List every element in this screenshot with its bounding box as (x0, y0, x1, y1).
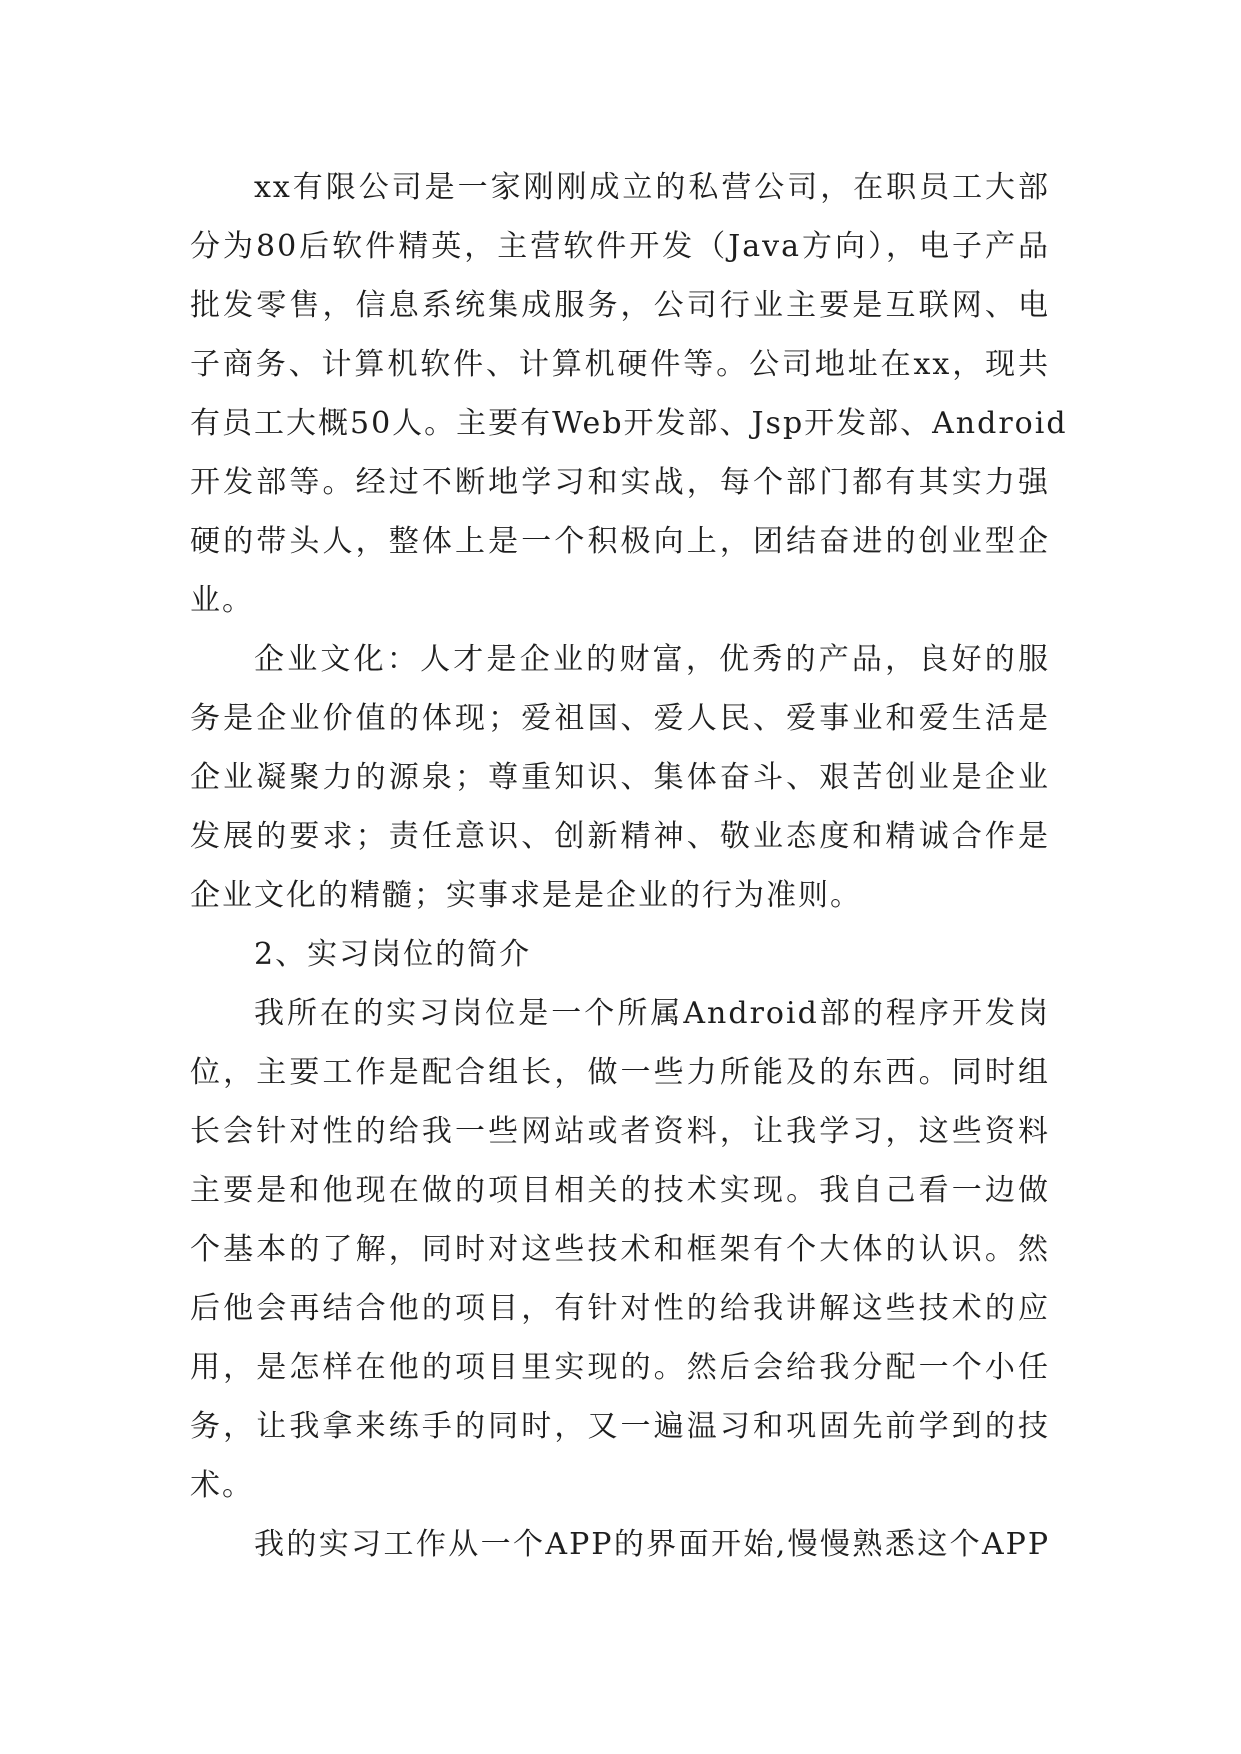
text-line: 有员工大概50人。主要有Web开发部、Jsp开发部、Android (190, 406, 1068, 441)
paragraph-position-description (190, 984, 1050, 1515)
text-line: 主要是和他现在做的项目相关的技术实现。我自己看一边做 (190, 1173, 1050, 1208)
text-line: 我的实习工作从一个APP的界面开始,慢慢熟悉这个APP (254, 1527, 1050, 1562)
text-line: 批发零售，信息系统集成服务，公司行业主要是互联网、电 (190, 288, 1050, 323)
text-line: 长会针对性的给我一些网站或者资料，让我学习，这些资料 (190, 1114, 1050, 1149)
text-line: xx有限公司是一家刚刚成立的私营公司，在职员工大部 (254, 170, 1050, 205)
text-line: 我所在的实习岗位是一个所属Android部的程序开发岗 (254, 996, 1050, 1031)
text-line: 子商务、计算机软件、计算机硬件等。公司地址在xx，现共 (190, 347, 1050, 382)
text-line: 业。 (190, 583, 254, 618)
text-line: 开发部等。经过不断地学习和实战，每个部门都有其实力强 (190, 465, 1050, 500)
section-heading-internship-position (190, 925, 1050, 984)
paragraph-corporate-culture (190, 630, 1050, 925)
text-line: 用，是怎样在他的项目里实现的。然后会给我分配一个小任 (190, 1350, 1050, 1385)
section-heading: 2、实习岗位的简介 (254, 937, 532, 972)
text-line: 务，让我拿来练手的同时，又一遍温习和巩固先前学到的技 (190, 1409, 1050, 1444)
text-line: 务是企业价值的体现；爱祖国、爱人民、爱事业和爱生活是 (190, 701, 1050, 736)
text-line: 个基本的了解，同时对这些技术和框架有个大体的认识。然 (190, 1232, 1050, 1267)
text-line: 发展的要求；责任意识、创新精神、敬业态度和精诚合作是 (190, 819, 1050, 854)
text-line: 企业凝聚力的源泉；尊重知识、集体奋斗、艰苦创业是企业 (190, 760, 1050, 795)
text-line: 硬的带头人，整体上是一个积极向上，团结奋进的创业型企 (190, 524, 1050, 559)
paragraph-company-intro (190, 158, 1068, 630)
text-line: 分为80后软件精英，主营软件开发（Java方向），电子产品 (190, 229, 1050, 264)
document-body (190, 158, 1068, 1574)
paragraph-internship-work (190, 1515, 1050, 1574)
text-line: 位，主要工作是配合组长，做一些力所能及的东西。同时组 (190, 1055, 1050, 1090)
text-line: 术。 (190, 1468, 254, 1503)
text-line: 企业文化：人才是企业的财富，优秀的产品，良好的服 (254, 642, 1050, 677)
text-line: 后他会再结合他的项目，有针对性的给我讲解这些技术的应 (190, 1291, 1050, 1326)
text-line: 企业文化的精髓；实事求是是企业的行为准则。 (190, 878, 862, 913)
